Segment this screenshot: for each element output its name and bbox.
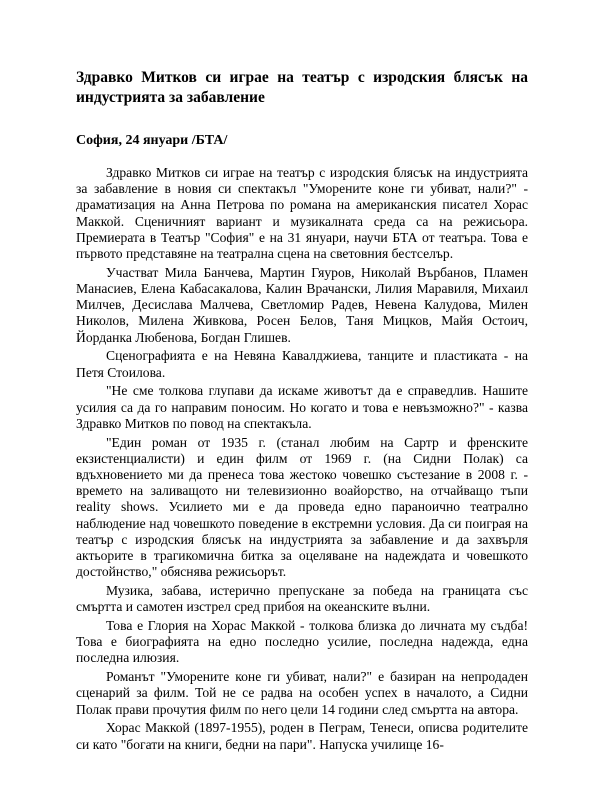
paragraph: Музика, забава, истерично препускане за победа на границата със смъртта и самотен изстрел сред прибоя на океанските вълни. xyxy=(76,583,528,615)
paragraph: Това е Глория на Хорас Маккой - толкова близка до личната му съдба! Това е биографията на едно последно усилие, последна надежда, една последна илюзия. xyxy=(76,618,528,666)
paragraph: Хорас Маккой (1897-1955), роден в Пеграм, Тенеси, описва родителите си като "богати на книги, бедни на пари". Напуска училище 16- xyxy=(76,720,528,752)
article-title: Здравко Митков си играе на театър с изродския блясък на индустрията за забавление xyxy=(76,69,528,106)
article-body xyxy=(76,165,528,755)
paragraph: "Един роман от 1935 г. (станал любим на Сартр и френските екзистенциалисти) и един филм от 1969 г. (на Сидни Полак) са вдъхновението ми да пренеса това жестоко човешко състезание в 2008 г. - времето на заливащото ни телевизионно воайорство, на отчайващо тъпи reality shows. Усилието ми е да проведа едно параноично театрално наблюдение над човешкото поведение в екстремни условия. Да си поиграя на театър с изродския блясък на индустрията за забавление и да захвърля актьорите в трагикомична битка за оцеляване на надеждата и човешкото достойнство," обяснява режисьорът. xyxy=(76,434,528,580)
paragraph: Здравко Митков си играе на театър с изродския блясък на индустрията за забавление в новия си спектакъл "Уморените коне ги убиват, нали?" - драматизация на Анна Петрова по романа на американския писател Хорас Маккой. Сценичният вариант и музикалната среда са на режисьора. Премиерата в Театър "София" е на 31 януари, научи БТА от театъра. Това е първото представяне на театрална сцена на световния бестселър. xyxy=(76,165,528,262)
paragraph: "Не сме толкова глупави да искаме животът да е справедлив. Нашите усилия са да го направим поносим. Но когато и това е невъзможно?" - казва Здравко Митков по повод на спектакъла. xyxy=(76,383,528,431)
paragraph: Романът "Уморените коне ги убиват, нали?" е базиран на непродаден сценарий за филм. Той не се радва на особен успех в началото, а Сидни Полак прави прочутия филм по него цели 14 години след смъртта на автора. xyxy=(76,669,528,717)
article-dateline: София, 24 януари /БТА/ xyxy=(76,133,228,148)
paragraph: Участват Мила Банчева, Мартин Гяуров, Николай Върбанов, Пламен Манасиев, Елена Кабасакалова, Калин Врачански, Лилия Маравиля, Михаил Милчев, Десислава Малчева, Светломир Радев, Невена Калудова, Милен Николов, Милена Живкова, Росен Белов, Таня Мицков, Майя Остоич, Йорданка Любенова, Богдан Глишев. xyxy=(76,264,528,345)
paragraph: Сценографията е на Невяна Кавалджиева, танците и пластиката - на Петя Стоилова. xyxy=(76,348,528,380)
